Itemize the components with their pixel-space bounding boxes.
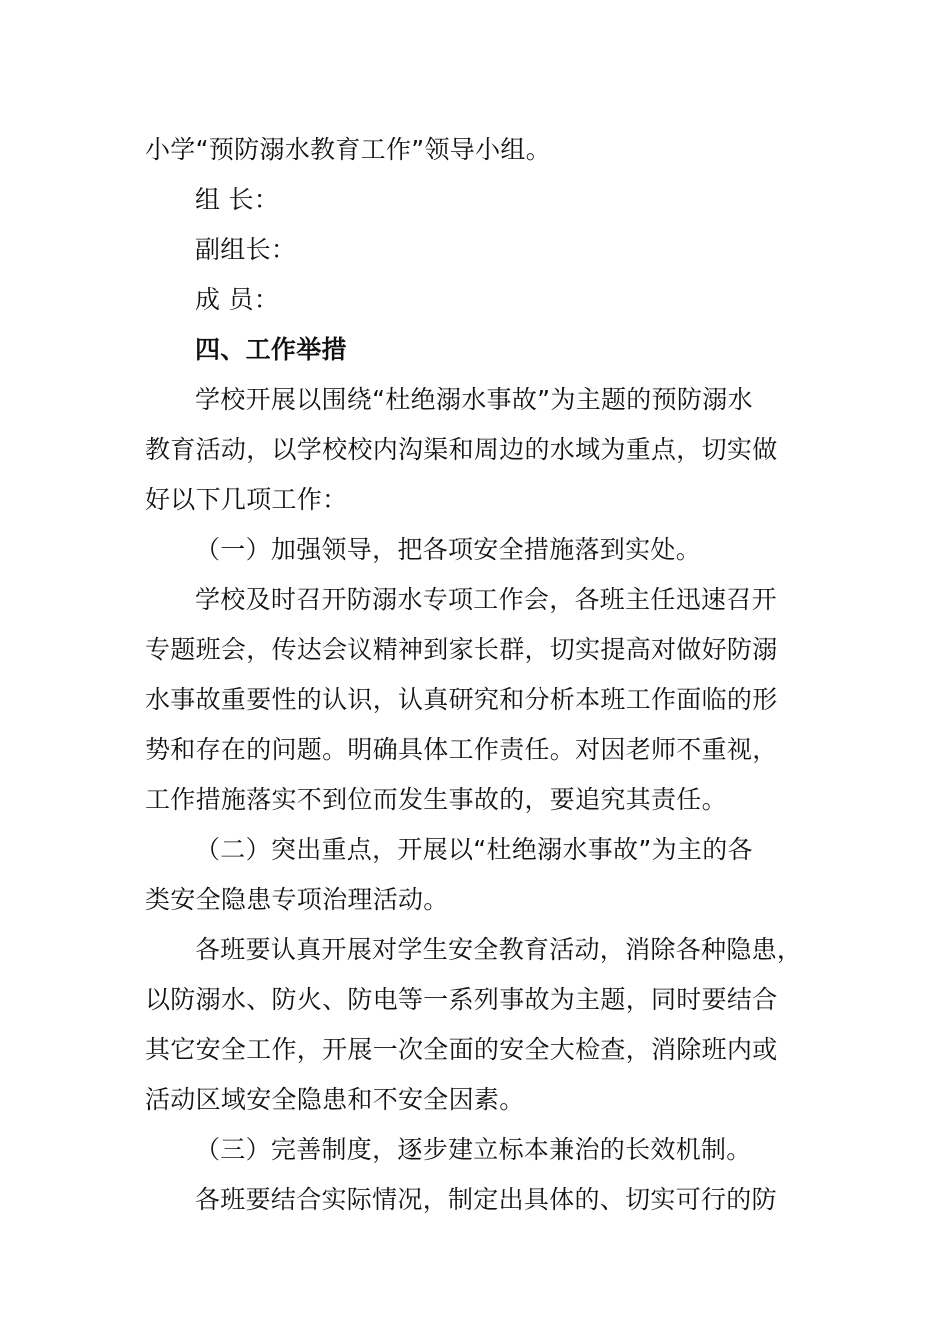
text-line-paragraph: 类安全隐患专项治理活动。 xyxy=(145,885,449,914)
text-line-paragraph: 各班要认真开展对学生安全教育活动，消除各种隐患， xyxy=(195,935,803,964)
text-line-paragraph: 活动区域安全隐患和不安全因素。 xyxy=(145,1085,525,1114)
text-line-paragraph: 各班要结合实际情况，制定出具体的、切实可行的防 xyxy=(195,1185,777,1214)
text-line-paragraph: 教育活动，以学校校内沟渠和周边的水域为重点，切实做 xyxy=(145,435,778,464)
subheading-two: （二）突出重点，开展以“杜绝溺水事故”为主的各 xyxy=(195,835,753,864)
text-line-paragraph: 学校及时召开防溺水专项工作会，各班主任迅速召开 xyxy=(195,585,777,614)
text-line-paragraph: 专题班会，传达会议精神到家长群，切实提高对做好防溺 xyxy=(145,635,778,664)
text-line-paragraph: 学校开展以围绕“杜绝溺水事故”为主题的预防溺水 xyxy=(195,385,753,414)
text-line-leader-group: 小学“预防溺水教育工作”领导小组。 xyxy=(145,135,552,164)
subheading-three: （三）完善制度，逐步建立标本兼治的长效机制。 xyxy=(195,1135,752,1164)
text-line-paragraph: 工作措施落实不到位而发生事故的，要追究其责任。 xyxy=(145,785,727,814)
section-heading-work-measures: 四、工作举措 xyxy=(195,335,347,364)
text-line-paragraph: 以防溺水、防火、防电等一系列事故为主题，同时要结合 xyxy=(145,985,778,1014)
text-line-group-leader: 组 长： xyxy=(195,185,280,214)
text-line-paragraph: 其它安全工作，开展一次全面的安全大检查，消除班内或 xyxy=(145,1035,778,1064)
text-line-deputy-leader: 副组长： xyxy=(195,235,297,264)
text-line-paragraph: 水事故重要性的认识，认真研究和分析本班工作面临的形 xyxy=(145,685,778,714)
subheading-one: （一）加强领导，把各项安全措施落到实处。 xyxy=(195,535,702,564)
text-line-paragraph: 好以下几项工作： xyxy=(145,485,348,514)
text-line-paragraph: 势和存在的问题。明确具体工作责任。对因老师不重视， xyxy=(145,735,778,764)
text-line-members: 成 员： xyxy=(195,285,280,314)
